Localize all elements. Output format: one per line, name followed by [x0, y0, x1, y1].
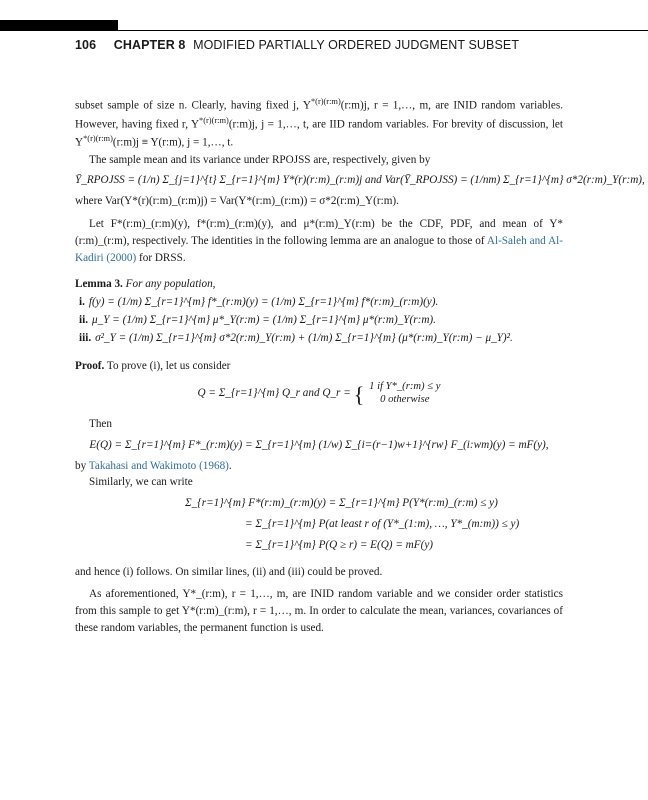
page-number: 106 — [75, 38, 97, 52]
paragraph-intro-part-b: (r:m)j, r = 1,…, m, are INID random variables. However, having fixed r, Y — [75, 99, 563, 131]
paragraph-conclusion: and hence (i) follows. On similar lines, (ii) and (iii) could be proved. — [75, 565, 383, 578]
equation-derivation-line-3: = Σ_{r=1}^{m} P(Q ≥ r) = E(Q) = mF(y) — [245, 538, 434, 551]
lemma-item-ii-formula: μ_Y = (1/m) Σ_{r=1}^{m} μ*_Y(r:m) = (1/m) Σ_{r=1}^{m} μ*(r:m)_Y(r:m). — [92, 313, 436, 326]
proof-intro — [75, 358, 563, 375]
citation-al-saleh[interactable]: Al-Saleh and Al-Kadiri (2000) — [75, 234, 564, 264]
equation-q-left: Q = Σ_{r=1}^{m} Q_r and Q_r = — [197, 387, 351, 400]
paragraph-citation — [75, 458, 563, 475]
lemma-item-i — [79, 294, 563, 311]
page-body — [75, 96, 645, 637]
paragraph-intro-part-a: subset sample of size n. Clearly, having fixed j, Y — [75, 99, 311, 112]
paragraph-permanent: As aforementioned, Y*_(r:m), r = 1,…, m, are INID random variable and we consider order statistics from this sample to get Y*(r:m)_(r:m), r = 1,…, m. In order to calculate the mean, variances, covariances of these random variables, the permanent function is used. — [75, 588, 563, 634]
paragraph-citation-suffix: . — [228, 459, 232, 472]
equation-q-cases — [369, 381, 440, 407]
equation-derivation-line-1: Σ_{r=1}^{m} F*(r:m)_(r:m)(y) = Σ_{r=1}^{m} P(Y*(r:m)_(r:m) ≤ y) — [185, 497, 498, 510]
paragraph-intro: subset sample of size n. Clearly, having fixed j, $Y^{*(r)(r:m)}(r:m)j$, r = 1,…, m, are INID random variables. However, having fixed r, $Y^{*(r)(r:m)}(r:m)j$, j = 1,…, t, are IID random variables. For brevity of discussion, let $Y^{*(r)(r:m)}(r:m)j$ ≡ Y(r:m), j = 1,…, t. — [75, 97, 563, 149]
equation-derivation-line-2: = Σ_{r=1}^{m} P(at least r of (Y*_(1:m), …, Y*_(m:m)) ≤ y) — [245, 517, 520, 530]
chapter-title: MODIFIED PARTIALLY ORDERED JUDGMENT SUBSET — [193, 38, 520, 52]
proof-label: Proof. — [75, 359, 105, 372]
paragraph-intro-part-c: (r:m)j, j = 1,…, t, are IID random variables. For brevity of discussion, let Y — [75, 118, 563, 149]
chapter-label: CHAPTER 8 — [113, 38, 186, 52]
lemma-title: Lemma 3. — [75, 278, 123, 291]
lemma-item-ii-label: ii. — [79, 313, 89, 326]
equation-q-case-2: 0 otherwise — [380, 393, 430, 405]
paragraph-cdf-pdf-text: Let F*(r:m)_(r:m)(y), f*(r:m)_(r:m)(y), and μ*(r:m)_Y(r:m) be the CDF, PDF, and mean of Y*(r:m)_(r:m), respectively. The identities in the following lemma are an analogue to those of — [75, 217, 563, 247]
header-rule-line — [0, 30, 648, 31]
lemma-item-iii-formula: σ²_Y = (1/m) Σ_{r=1}^{m} σ*2(r:m)_Y(r:m) + (1/m) Σ_{r=1}^{m} (μ*(r:m)_Y(r:m) − μ_Y)². — [95, 331, 513, 344]
lemma-item-ii — [79, 312, 563, 329]
citation-takahasi[interactable]: Takahasi and Wakimoto (1968) — [88, 459, 229, 472]
equation-q-case-1: 1 if Y*_(r:m) ≤ y — [369, 381, 441, 393]
equation-expectation-q: E(Q) = Σ_{r=1}^{m} F*_(r:m)(y) = Σ_{r=1}^{m} (1/w) Σ_{i=(r−1)w+1}^{rw} F_(i:wm)(y) = mF(y), — [89, 438, 549, 451]
paragraph-similarly: Similarly, we can write — [89, 476, 193, 489]
paragraph-variance-definition: where Var(Y*(r)(r:m)_(r:m)j) = Var(Y*(r:m)_(r:m)) = σ*2(r:m)_Y(r:m). — [75, 195, 399, 208]
equation-sample-mean-variance: Ȳ_RPOJSS = (1/n) Σ_{j=1}^{t} Σ_{r=1}^{m} Y*(r)(r:m)_(r:m)j and Var(Ȳ_RPOJSS) = (1/nm) Σ_{r=1}^{m} σ*2(r:m)_Y(r:m), — [75, 174, 645, 187]
lemma-item-iii — [79, 330, 563, 347]
proof-text: To prove (i), let us consider — [106, 359, 231, 372]
paragraph-sample-mean: The sample mean and its variance under RPOJSS are, respectively, given by — [89, 153, 431, 166]
equation-q-definition — [75, 378, 563, 412]
lemma-subtitle: For any population, — [125, 278, 216, 291]
paragraph-cdf-pdf — [75, 216, 563, 266]
paragraph-citation-prefix: by — [75, 459, 89, 472]
then-label: Then — [89, 417, 112, 430]
paragraph-intro-part-d: (r:m)j ≡ Y(r:m), j = 1,…, t. — [112, 136, 234, 149]
running-header — [75, 38, 519, 52]
lemma-heading — [75, 276, 563, 293]
paragraph-cdf-pdf-end: for DRSS. — [136, 251, 186, 264]
brace-glyph: { — [353, 382, 365, 408]
lemma-item-i-formula: f(y) = (1/m) Σ_{r=1}^{m} f*_(r:m)(y) = (1/m) Σ_{r=1}^{m} f*(r:m)_(r:m)(y). — [88, 296, 439, 309]
lemma-item-iii-label: iii. — [79, 331, 92, 344]
lemma-item-i-label: i. — [79, 296, 85, 309]
